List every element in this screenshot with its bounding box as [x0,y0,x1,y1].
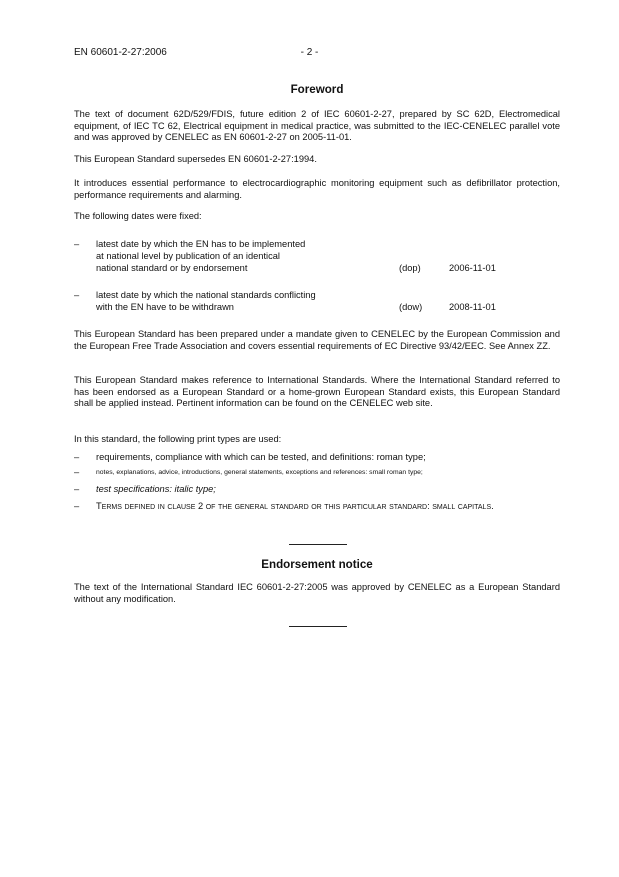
endorsement-title: Endorsement notice [261,558,373,571]
print-type-small-roman: notes, explanations, advice, introductions, general statements, exceptions and references: small roman type; [96,469,423,476]
list-dash: – [74,501,80,511]
dates-text-line: with the EN have to be withdrawn [96,302,234,312]
foreword-paragraph-1: The text of document 62D/529/FDIS, future edition 2 of IEC 60601-2-27, prepared by SC 62D, Electromedical equipment, of IEC TC 62, Electrical equipment in medical practice, was submitted to the IEC-CENELEC parallel vote and was approved by CENELEC as EN 60601-2-27 on 2005-11-01. [74,109,560,143]
dates-text-line: latest date by which the EN has to be implemented [96,239,306,249]
foreword-paragraph-5: This European Standard has been prepared under a mandate given to CENELEC by the European Commission and the European Free Trade Association and covers essential requirements of EC Directive 93/42/EEC. See Annex ZZ. [74,329,560,351]
print-type-small-capitals: Terms defined in clause 2 of the general standard or this particular standard: small capitals. [96,501,494,511]
list-dash: – [74,484,80,494]
print-type-roman: requirements, compliance with which can be tested, and definitions: roman type; [96,452,426,462]
page-number: - 2 - [300,47,319,58]
dates-value: 2006-11-01 [449,263,496,273]
dates-text-line: national standard or by endorsement [96,263,248,273]
foreword-paragraph-2: This European Standard supersedes EN 60601-2-27:1994. [74,154,317,164]
document-id: EN 60601-2-27:2006 [74,47,167,58]
list-dash: – [74,239,80,249]
endorsement-paragraph: The text of the International Standard IEC 60601-2-27:2005 was approved by CENELEC as a European Standard without any modification. [74,582,560,604]
section-divider [289,544,347,545]
list-dash: – [74,290,80,300]
foreword-paragraph-6: This European Standard makes reference to International Standards. Where the International Standard referred to has been endorsed as a European Standard or a home-grown European Standard exists, this European Standard shall be applied instead. Pertinent information can be found on the CENELEC web site. [74,375,560,409]
dates-value: 2008-11-01 [449,302,496,312]
list-dash: – [74,467,80,477]
print-type-italic: test specifications: italic type; [96,484,216,494]
foreword-title: Foreword [290,83,344,96]
section-divider [289,626,347,627]
dates-code: (dop) [399,263,421,273]
foreword-paragraph-4: The following dates were fixed: [74,211,202,221]
dates-item-dop [74,239,560,279]
foreword-paragraph-3: It introduces essential performance to electrocardiographic monitoring equipment such as defibrillator protection, performance requirements and alarming. [74,178,560,200]
list-dash: – [74,452,80,462]
dates-text-line: latest date by which the national standards conflicting [96,290,316,300]
dates-code: (dow) [399,302,423,312]
dates-item-dow [74,290,560,318]
dates-text-line: at national level by publication of an identical [96,251,280,261]
foreword-paragraph-7: In this standard, the following print types are used: [74,434,282,444]
